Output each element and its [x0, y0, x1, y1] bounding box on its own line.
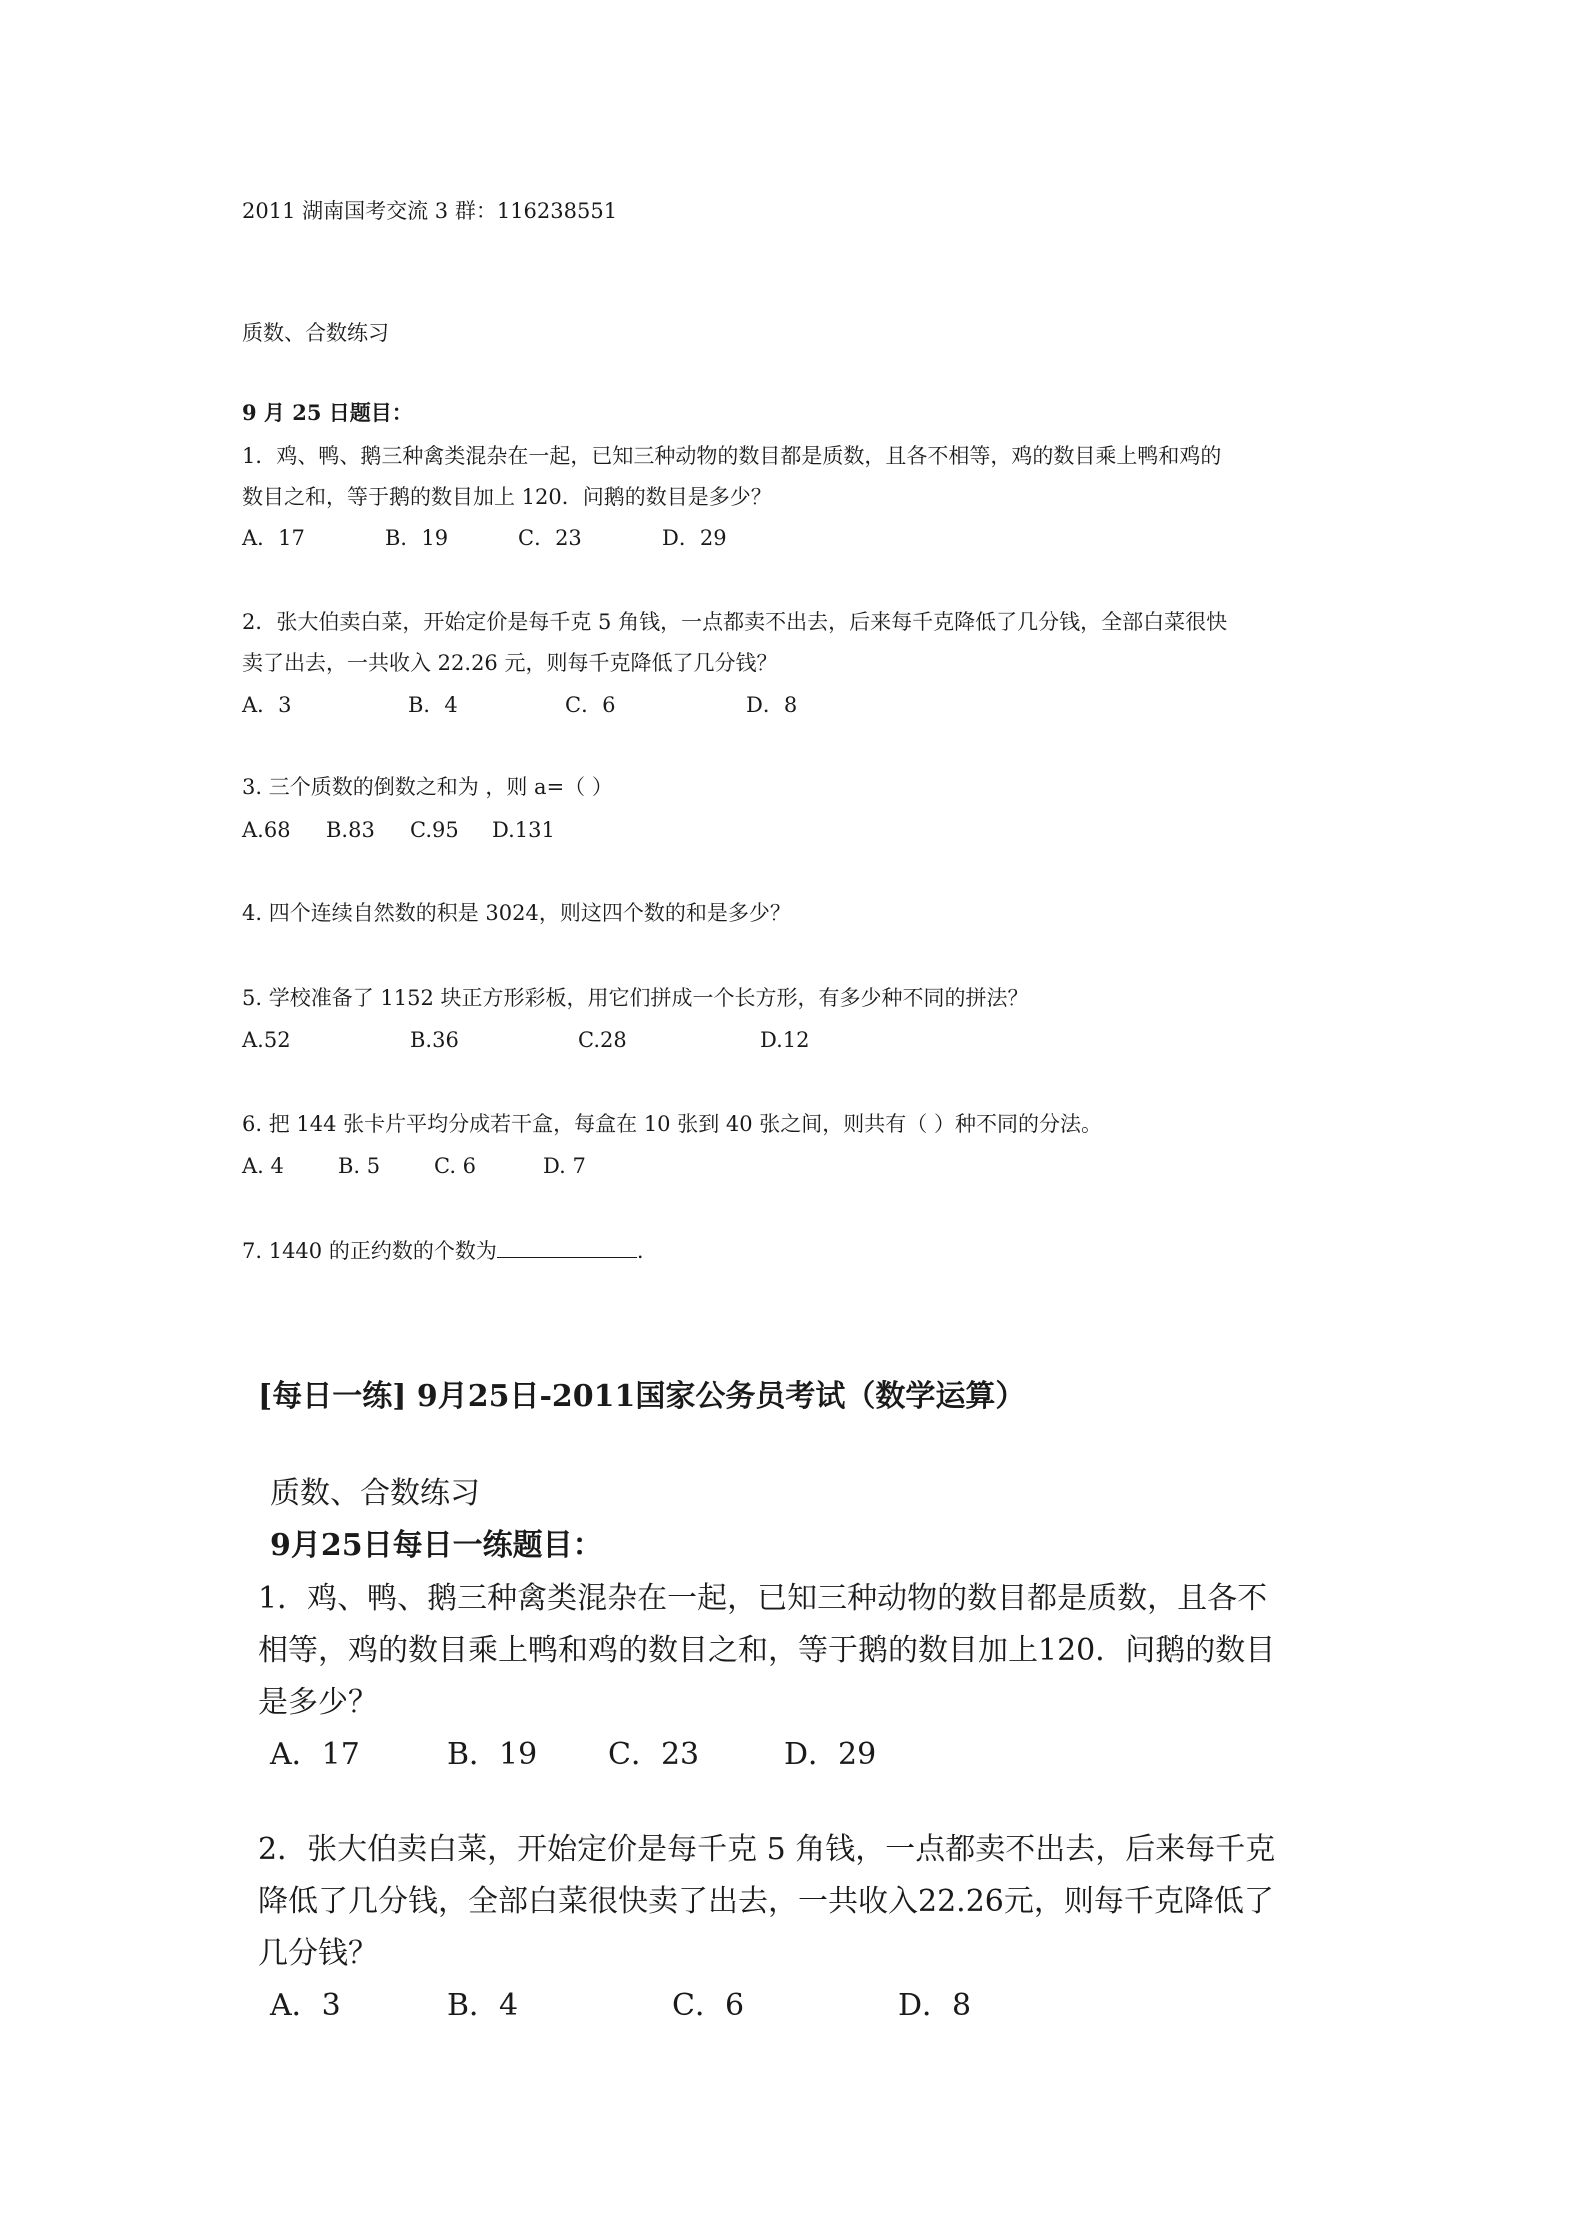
s2-q2-option-c: C．6: [672, 1988, 745, 2023]
q5-option-a: A.52: [242, 1028, 291, 1052]
q3-option-a: A.68: [242, 818, 291, 842]
s2-q1-line2: 相等，鸡的数目乘上鸭和鸡的数目之和，等于鹅的数目加上120．问鹅的数目: [258, 1633, 1276, 1668]
q6-option-d: D. 7: [543, 1154, 586, 1178]
group-header: 2011 湖南国考交流 3 群：116238551: [242, 199, 618, 223]
s2-q2-option-b: B．4: [447, 1988, 519, 2023]
s2-q2-line1: 2．张大伯卖白菜，开始定价是每千克 5 角钱，一点都卖不出去，后来每千克: [258, 1832, 1276, 1867]
s2-q1-option-c: C．23: [608, 1737, 700, 1772]
q2-option-b: B．4: [408, 693, 458, 717]
s2-q2-line2: 降低了几分钱，全部白菜很快卖了出去，一共收入22.26元，则每千克降低了: [258, 1884, 1274, 1919]
q2-option-d: D．8: [746, 693, 798, 717]
s2-q1-line1: 1．鸡、鸭、鹅三种禽类混杂在一起，已知三种动物的数目都是质数，且各不: [258, 1581, 1268, 1616]
q5-options: [0, 1030, 1584, 1054]
q1-option-a: A．17: [242, 526, 305, 550]
q2-line2: 卖了出去，一共收入 22.26 元，则每千克降低了几分钱？: [242, 651, 778, 675]
s2-q2-option-d: D．8: [898, 1988, 972, 2023]
q3-option-b: B.83: [326, 818, 375, 842]
q6-line1: 6. 把 144 张卡片平均分成若干盒，每盒在 10 张到 40 张之间，则共有（ ）种不同的分法。: [242, 1112, 1102, 1136]
q2-options: [0, 695, 1584, 719]
q3-line1: 3. 三个质数的倒数之和为 ，则 a=（ ）: [242, 775, 613, 799]
s2-q2-options: [0, 1988, 1584, 2025]
answer-blank: [497, 1256, 637, 1258]
s2-q1-option-a: A．17: [270, 1737, 360, 1772]
q1-option-c: C．23: [518, 526, 582, 550]
q5-option-d: D.12: [760, 1028, 810, 1052]
date-heading: 9 月 25 日题目：: [242, 400, 413, 425]
q5-line1: 5. 学校准备了 1152 块正方形彩板，用它们拼成一个长方形，有多少种不同的拼法？: [242, 986, 1029, 1010]
q6-option-a: A. 4: [242, 1154, 284, 1178]
s2-q1-line3: 是多少？: [258, 1685, 378, 1720]
q3-option-c: C.95: [410, 818, 459, 842]
s2-q1-option-b: B．19: [447, 1737, 538, 1772]
q2-option-c: C．6: [565, 693, 616, 717]
q4-line1: 4. 四个连续自然数的积是 3024，则这四个数的和是多少？: [242, 901, 791, 925]
section2-date-heading: 9月25日每日一练题目：: [270, 1528, 603, 1563]
q7-line1: [242, 1241, 644, 1262]
section2-title: 质数、合数练习: [270, 1476, 480, 1511]
q6-option-c: C. 6: [434, 1154, 477, 1178]
section-title: 质数、合数练习: [242, 321, 389, 345]
q5-option-c: C.28: [578, 1028, 627, 1052]
q3-options: [0, 820, 1584, 844]
q3-option-d: D.131: [492, 818, 555, 842]
q7-prefix: 7. 1440 的正约数的个数为: [242, 1239, 497, 1263]
daily-practice-heading: [每日一练] 9月25日-2011国家公务员考试（数学运算）: [258, 1379, 1026, 1414]
s2-q2-option-a: A．3: [270, 1988, 341, 2023]
q1-line2: 数目之和，等于鹅的数目加上 120．问鹅的数目是多少？: [242, 485, 772, 509]
q1-option-b: B．19: [385, 526, 449, 550]
q1-options: [0, 528, 1584, 552]
q2-line1: 2．张大伯卖白菜，开始定价是每千克 5 角钱，一点都卖不出去，后来每千克降低了几分钱，全部白菜很快: [242, 610, 1228, 634]
s2-q1-option-d: D．29: [784, 1737, 877, 1772]
q2-option-a: A．3: [242, 693, 292, 717]
q5-option-b: B.36: [410, 1028, 459, 1052]
q6-options: [0, 1156, 1584, 1180]
s2-q2-line3: 几分钱？: [258, 1936, 378, 1971]
q1-option-d: D．29: [662, 526, 727, 550]
s2-q1-options: [0, 1737, 1584, 1774]
q1-line1: 1．鸡、鸭、鹅三种禽类混杂在一起，已知三种动物的数目都是质数，且各不相等，鸡的数目乘上鸭和鸡的: [242, 444, 1222, 468]
q7-suffix: .: [636, 1239, 644, 1263]
q6-option-b: B. 5: [338, 1154, 381, 1178]
